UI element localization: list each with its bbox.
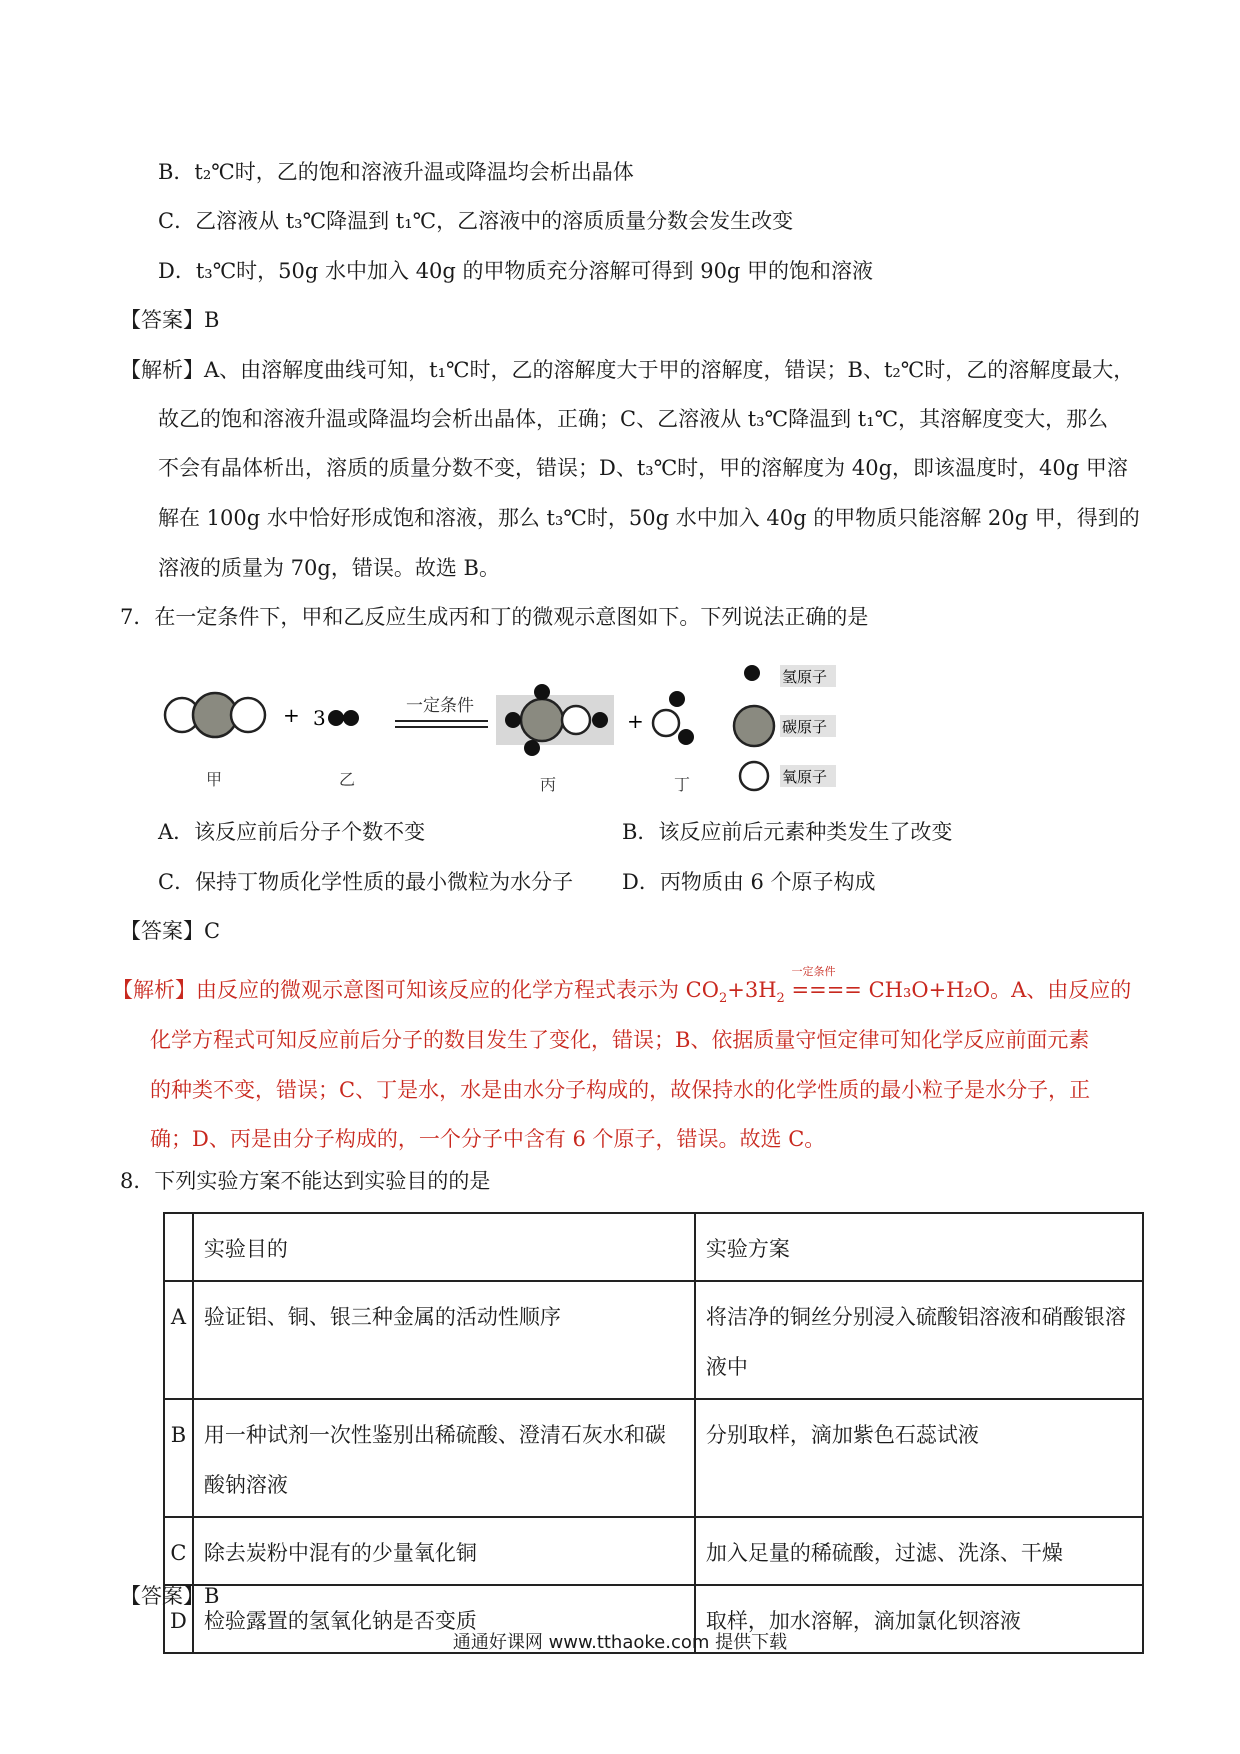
q7-analysis-head: 【解析】由反应的微观示意图可知该反应的化学方程式表示为 CO [112, 978, 719, 1002]
q7-option-b: B．该反应前后元素种类发生了改变 [622, 820, 953, 844]
q8-answer: 【答案】B [120, 1584, 220, 1608]
q6-analysis-line-1: 【解析】A、由溶解度曲线可知，t₁℃时，乙的溶解度大于甲的溶解度，错误；B、t₂℃时，乙的溶解度最大， [120, 358, 1135, 382]
q6-analysis-line-3: 不会有晶体析出，溶质的质量分数不变，错误；D、t₃℃时，甲的溶解度为 40g，即该温度时，40g 甲溶 [158, 456, 1128, 480]
eq-rest: CH₃O+H₂O。A、由反应的 [861, 978, 1132, 1002]
plus-sign-1: + [283, 703, 300, 727]
q6-option-c: C．乙溶液从 t₃℃降温到 t₁℃，乙溶液中的溶质质量分数会发生改变 [158, 209, 794, 233]
legend-carbon-icon [734, 706, 774, 746]
table-row [164, 1281, 1143, 1399]
row-goal: 除去炭粉中混有的少量氧化铜 [193, 1517, 695, 1585]
eq-condition: 一定条件 [791, 965, 836, 978]
footer-text: 通通好课网 www.tthaoke.com 提供下载 [452, 1632, 788, 1653]
eq-arrow: 一定条件 ==== [792, 975, 862, 1005]
experiment-table [163, 1212, 1144, 1654]
legend [734, 665, 836, 790]
row-plan: 将洁净的铜丝分别浸入硫酸铝溶液和硝酸银溶液中 [695, 1281, 1143, 1399]
row-plan: 分别取样，滴加紫色石蕊试液 [695, 1399, 1143, 1517]
row-goal: 验证铝、铜、银三种金属的活动性顺序 [193, 1281, 695, 1399]
row-plan: 加入足量的稀硫酸，过滤、洗涤、干燥 [695, 1517, 1143, 1585]
eq-sub-2b: 2 [776, 991, 785, 1007]
row-key: A [164, 1281, 193, 1399]
q7-analysis-line-3: 的种类不变，错误；C、丁是水，水是由水分子构成的，故保持水的化学性质的最小粒子是水分子，正 [150, 1078, 1091, 1102]
table-header-goal: 实验目的 [193, 1213, 695, 1281]
q7-option-a: A．该反应前后分子个数不变 [158, 820, 426, 844]
q6-analysis-line-4: 解在 100g 水中恰好形成饱和溶液，那么 t₃℃时，50g 水中加入 40g 的甲物质只能溶解 20g 甲，得到的 [158, 506, 1140, 530]
condition-label: 一定条件 [406, 696, 474, 716]
legend-oxygen-icon [740, 762, 768, 790]
plus-sign-2: + [627, 709, 644, 733]
eq-sub-2a: 2 [718, 991, 728, 1007]
q7-stem: 7．在一定条件下，甲和乙反应生成丙和丁的微观示意图如下。下列说法正确的是 [120, 605, 869, 629]
q7-option-d: D．丙物质由 6 个原子构成 [622, 870, 876, 894]
row-key: D [164, 1585, 193, 1653]
q7-answer: 【答案】C [120, 919, 221, 943]
eq-plus-h: +3H [727, 978, 777, 1002]
row-goal: 检验露置的氢氧化钠是否变质 [193, 1585, 695, 1653]
q6-answer: 【答案】B [120, 308, 220, 332]
label-bing: 丙 [540, 775, 557, 794]
q6-analysis-line-2: 故乙的饱和溶液升温或降温均会析出晶体，正确；C、乙溶液从 t₃℃降温到 t₁℃，其溶解度变大，那么 [158, 407, 1109, 431]
reaction-diagram [140, 665, 920, 805]
row-key: B [164, 1399, 193, 1517]
label-jia: 甲 [206, 770, 223, 789]
row-key: C [164, 1517, 193, 1585]
label-ding: 丁 [674, 775, 691, 794]
legend-oxygen-label: 氧原子 [782, 768, 828, 786]
legend-hydrogen-label: 氢原子 [782, 668, 828, 686]
table-header-cell [164, 1213, 193, 1281]
q6-option-b: B．t₂℃时，乙的饱和溶液升温或降温均会析出晶体 [158, 160, 634, 184]
q7-analysis-line-1 [112, 965, 1132, 1014]
q6-analysis-line-5: 溶液的质量为 70g，错误。故选 B。 [158, 556, 500, 580]
q7-analysis-line-4: 确；D、丙是由分子构成的，一个分子中含有 6 个原子，错误。故选 C。 [150, 1127, 826, 1151]
legend-hydrogen-icon [744, 665, 760, 681]
label-yi: 乙 [339, 770, 356, 789]
molecule-co2 [165, 693, 265, 737]
row-plan: 取样，加水溶解，滴加氯化钡溶液 [695, 1585, 1143, 1653]
q7-option-c: C．保持丁物质化学性质的最小微粒为水分子 [158, 870, 574, 894]
table-header-row [164, 1213, 1143, 1281]
q8-stem: 8．下列实验方案不能达到实验目的的是 [120, 1169, 491, 1193]
reaction-arrow [395, 696, 488, 727]
q7-analysis-line-2: 化学方程式可知反应前后分子的数目发生了变化，错误；B、依据质量守恒定律可知化学反应前面元素 [150, 1028, 1090, 1052]
coefficient-3: 3 [313, 706, 326, 730]
legend-carbon-label: 碳原子 [782, 718, 828, 736]
row-goal: 用一种试剂一次性鉴别出稀硫酸、澄清石灰水和碳酸钠溶液 [193, 1399, 695, 1517]
table-row [164, 1517, 1143, 1585]
molecule-h2 [328, 710, 359, 726]
table-header-plan: 实验方案 [695, 1213, 1143, 1281]
q6-option-d: D．t₃℃时，50g 水中加入 40g 的甲物质充分溶解可得到 90g 甲的饱和溶液 [158, 259, 874, 283]
molecule-ch3oh [505, 684, 608, 756]
table-row [164, 1399, 1143, 1517]
molecule-h2o [653, 691, 694, 745]
